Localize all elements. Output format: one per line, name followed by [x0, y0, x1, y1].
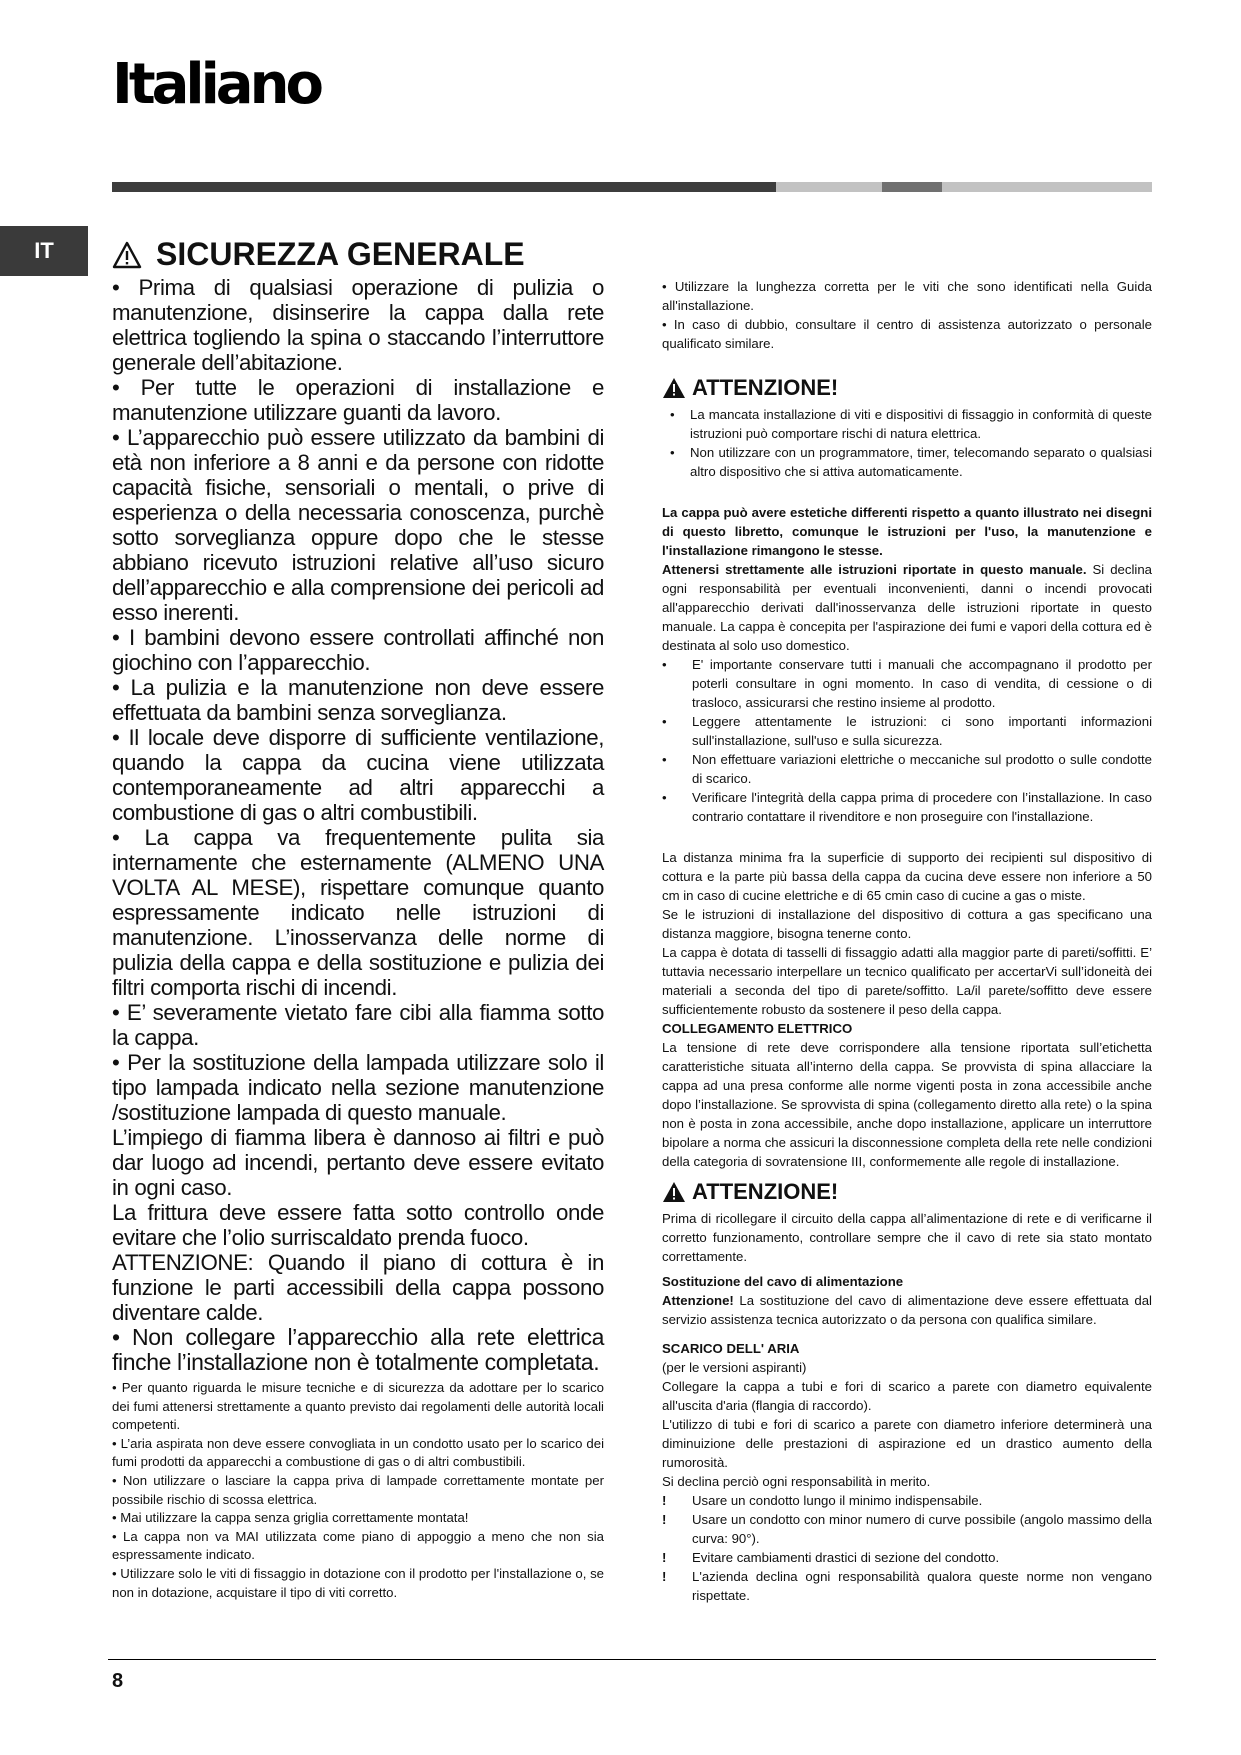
air-rule: ! Usare un condotto lungo il minimo indispensabile.: [692, 1491, 1152, 1510]
safety-paragraph: • E’ severamente vietato fare cibi alla fiamma sotto la cappa.: [112, 1000, 604, 1050]
air-rule: ! Usare un condotto con minor numero di curve possibile (angolo massimo della curva: 90°).: [692, 1510, 1152, 1548]
responsibility-text: Si declina ogni responsabilità per eventuali inconvenienti, danni o incendi provocati all'apparecchio derivati dall'inosservanza delle istruzioni riportate in questo manuale. La cappa è concepita per l'aspirazione dei fumi e vapori della cottura ed è destinata al solo uso domestico.: [662, 562, 1152, 653]
safety-paragraph: • La pulizia e la manutenzione non deve essere effettuata da bambini senza sorveglianza.: [112, 675, 604, 725]
air-rules-list: [662, 1491, 1152, 1605]
safety-paragraph: L’impiego di fiamma libera è dannoso ai filtri e può dar luogo ad incendi, pertanto deve essere evitato in ogni caso.: [112, 1125, 604, 1200]
important-item: • Non effettuare variazioni elettriche o meccaniche sul prodotto o sulle condotte di scarico.: [692, 750, 1152, 788]
safety-paragraph: • La cappa va frequentemente pulita sia internamente che esternamente (ALMENO UNA VOLTA AL MESE), rispettare comunque quanto espressamente indicato nelle istruzioni di manutenzione. L’inosservanza delle norme di pulizia della cappa e della sostituzione e pulizia dei filtri comporta rischi di incendi.: [112, 825, 604, 1000]
warning-icon: [662, 377, 686, 399]
warning-heading: [662, 1179, 1152, 1205]
safety-paragraph: • Per tutte le operazioni di installazione e manutenzione utilizzare guanti da lavoro.: [112, 375, 604, 425]
safety-paragraphs: [112, 275, 604, 1375]
intro-note: • In caso di dubbio, consultare il centro di assistenza autorizzato o personale qualificato similare.: [662, 317, 1152, 351]
safety-paragraph: • I bambini devono essere controllati affinché non giochino con l’apparecchio.: [112, 625, 604, 675]
footer-rule: [108, 1659, 1156, 1660]
warning-heading: [662, 375, 1152, 401]
technical-note: • Utilizzare solo le viti di fissaggio in dotazione con il prodotto per l'installazione o, se non in dotazione, acquistare il tipo di viti corretto.: [112, 1565, 604, 1600]
air-paragraph: Collegare la cappa a tubi e fori di scarico a parete con diametro equivalente all'uscita d'aria (flangia di raccordo).: [662, 1379, 1152, 1413]
intro-note: • Utilizzare la lunghezza corretta per le viti che sono identificati nella Guida all'installazione.: [662, 279, 1152, 313]
header-bar-segment: [776, 182, 882, 192]
warning-item: • Non utilizzare con un programmatore, timer, telecomando separato o qualsiasi altro dispositivo che si attiva automaticamente.: [690, 443, 1152, 481]
distance-paragraph: La cappa è dotata di tasselli di fissaggio adatti alla maggior parte di pareti/soffitti. E’ tuttavia necessario interpellare un tecnico qualificato per accertarVi sull’idoneità dei materiali a seconda del tipo di parete/soffitto. La/il parete/soffitto deve essere sufficientemente robusto da sostenere il peso della cappa.: [662, 945, 1152, 1017]
safety-paragraph: • Il locale deve disporre di sufficiente ventilazione, quando la cappa da cucina viene utilizzata contemporaneamente ad altri apparecchi a combustione di gas o altri combustibili.: [112, 725, 604, 825]
distance-paragraph: La distanza minima fra la superficie di supporto dei recipienti sul dispositivo di cottura e la parte più bassa della cappa da cucina deve essere non inferiore a 50 cm in caso di cucine elettriche e di 65 cmin caso di cucine a gas o miste.: [662, 850, 1152, 903]
cable-text: La sostituzione del cavo di alimentazione deve essere effettuata dal servizio assistenza tecnica autorizzato o da persona con qualifica similare.: [662, 1293, 1152, 1327]
safety-paragraph: • L’apparecchio può essere utilizzato da bambini di età non inferiore a 8 anni e da persone con ridotte capacità fisiche, sensoriali o mentali, o prive di esperienza o della necessaria conoscenza, purchè sotto sorveglianza oppure dopo che le stesse abbiano ricevuto istruzioni relative all’uso sicuro dell’apparecchio e alla comprensione dei pericoli ad esso inerenti.: [112, 425, 604, 625]
warning-icon: [662, 1181, 686, 1203]
technical-note: • La cappa non va MAI utilizzata come piano di appoggio a meno che non sia espressamente indicato.: [112, 1528, 604, 1563]
technical-note: • Per quanto riguarda le misure tecniche e di sicurezza da adottare per lo scarico dei fumi attenersi strettamente a quanto previsto dai regolamenti delle autorità locali competenti.: [112, 1380, 604, 1433]
right-column: [662, 277, 1152, 1605]
header-bar-segment: [112, 182, 776, 192]
language-tab: IT: [0, 226, 88, 276]
responsibility-lead: Attenersi strettamente alle istruzioni riportate in questo manuale.: [662, 562, 1087, 577]
warning-list: [662, 405, 1152, 481]
header-bar-segment: [942, 182, 1152, 192]
safety-paragraph: ATTENZIONE: Quando il piano di cottura è in funzione le parti accessibili della cappa possono diventare calde.: [112, 1250, 604, 1325]
cable-lead: Attenzione!: [662, 1293, 734, 1308]
warning-icon: [112, 241, 142, 269]
cable-heading: Sostituzione del cavo di alimentazione: [662, 1274, 904, 1289]
section-title-text: SICUREZZA GENERALE: [156, 236, 525, 272]
warning-heading-text: ATTENZIONE!: [692, 375, 839, 400]
air-subheading: (per le versioni aspiranti): [662, 1360, 807, 1375]
electrical-heading: COLLEGAMENTO ELETTRICO: [662, 1021, 853, 1036]
cable-paragraph: [662, 1291, 1152, 1329]
safety-paragraph-emphasis: • Non collegare l’apparecchio alla rete elettrica finche l’installazione non è totalmente completata.: [112, 1324, 604, 1375]
important-item: • Verificare l'integrità della cappa prima di procedere con l’installazione. In caso contrario contattare il rivenditore e non proseguire con l'installazione.: [692, 788, 1152, 826]
air-heading: SCARICO DELL' ARIA: [662, 1341, 800, 1356]
safety-paragraph: • Prima di qualsiasi operazione di pulizia o manutenzione, disinserire la cappa dalla rete elettrica togliendo la spina o staccando l’interruttore generale dell’abitazione.: [112, 275, 604, 375]
responsibility-paragraph: [662, 560, 1152, 655]
air-rule: ! Evitare cambiamenti drastici di sezione del condotto.: [692, 1548, 1152, 1567]
technical-note: • Non utilizzare o lasciare la cappa priva di lampade correttamente montate per possibile rischio di scossa elettrica.: [112, 1472, 604, 1507]
page-number: 8: [112, 1670, 124, 1692]
warning-item: • La mancata installazione di viti e dispositivi di fissaggio in conformità di queste istruzioni può comportare rischi di natura elettrica.: [690, 405, 1152, 443]
safety-paragraph: La frittura deve essere fatta sotto controllo onde evitare che l’olio surriscaldato prenda fuoco.: [112, 1200, 604, 1250]
important-item: • E' importante conservare tutti i manuali che accompagnano il prodotto per poterli consultare in ogni momento. In caso di vendita, di cessione o di trasloco, assicurarsi che restino insieme al prodotto.: [692, 655, 1152, 712]
header-bar-segment: [882, 182, 942, 192]
warning-heading-text: ATTENZIONE!: [692, 1179, 839, 1204]
design-note: La cappa può avere estetiche differenti rispetto a quanto illustrato nei disegni di questo libretto, comunque le istruzioni per l'uso, la manutenzione e l'installazione rimangono le stesse.: [662, 505, 1152, 558]
air-paragraph: L'utilizzo di tubi e fori di scarico a parete con diametro inferiore determinerà una diminuizione delle prestazioni di aspirazione ed un drastico aumento della rumorosità.: [662, 1417, 1152, 1470]
air-rule: ! L'azienda declina ogni responsabilità qualora queste norme non vengano rispettate.: [692, 1567, 1152, 1605]
technical-note: • Mai utilizzare la cappa senza griglia correttamente montata!: [112, 1510, 469, 1526]
left-column: [112, 236, 604, 1602]
important-list: [662, 655, 1152, 826]
language-title: Italiano: [112, 52, 320, 117]
safety-paragraph: • Per la sostituzione della lampada utilizzare solo il tipo lampada indicato nella sezione manutenzione /sostituzione lampada di questo manuale.: [112, 1050, 604, 1125]
distance-paragraph: Se le istruzioni di installazione del dispositivo di cottura a gas specificano una distanza maggiore, bisogna tenerne conto.: [662, 907, 1152, 941]
warning-text: Prima di ricollegare il circuito della cappa all’alimentazione di rete e di verificarne il corretto funzionamento, controllare sempre che il cavo di rete sia stato montato correttamente.: [662, 1211, 1152, 1264]
section-title: [112, 236, 604, 273]
electrical-text: La tensione di rete deve corrispondere alla tensione riportata sull’etichetta caratteristiche situata all’interno della cappa. Se provvista di spina allacciare la cappa ad una presa conforme alle norme vigenti posta in zona accessibile anche dopo l’installazione. Se sprovvista di spina (collegamento diretto alla rete) o la spina non è posta in zona accessibile, anche dopo installazione, applicare un interruttore bipolare a norma che assicuri la disconnessione completa della rete nelle condizioni della categoria di sovratensione III, conformemente alle regole di installazione.: [662, 1040, 1152, 1169]
important-item: • Leggere attentamente le istruzioni: ci sono importanti informazioni sull'installazione, sull'uso e sulla sicurezza.: [692, 712, 1152, 750]
air-paragraph: Si declina perciò ogni responsabilità in merito.: [662, 1474, 931, 1489]
technical-note: • L’aria aspirata non deve essere convogliata in un condotto usato per lo scarico dei fumi prodotti da apparecchi a combustione di gas o di altri combustibili.: [112, 1435, 604, 1470]
technical-notes: [112, 1379, 604, 1602]
